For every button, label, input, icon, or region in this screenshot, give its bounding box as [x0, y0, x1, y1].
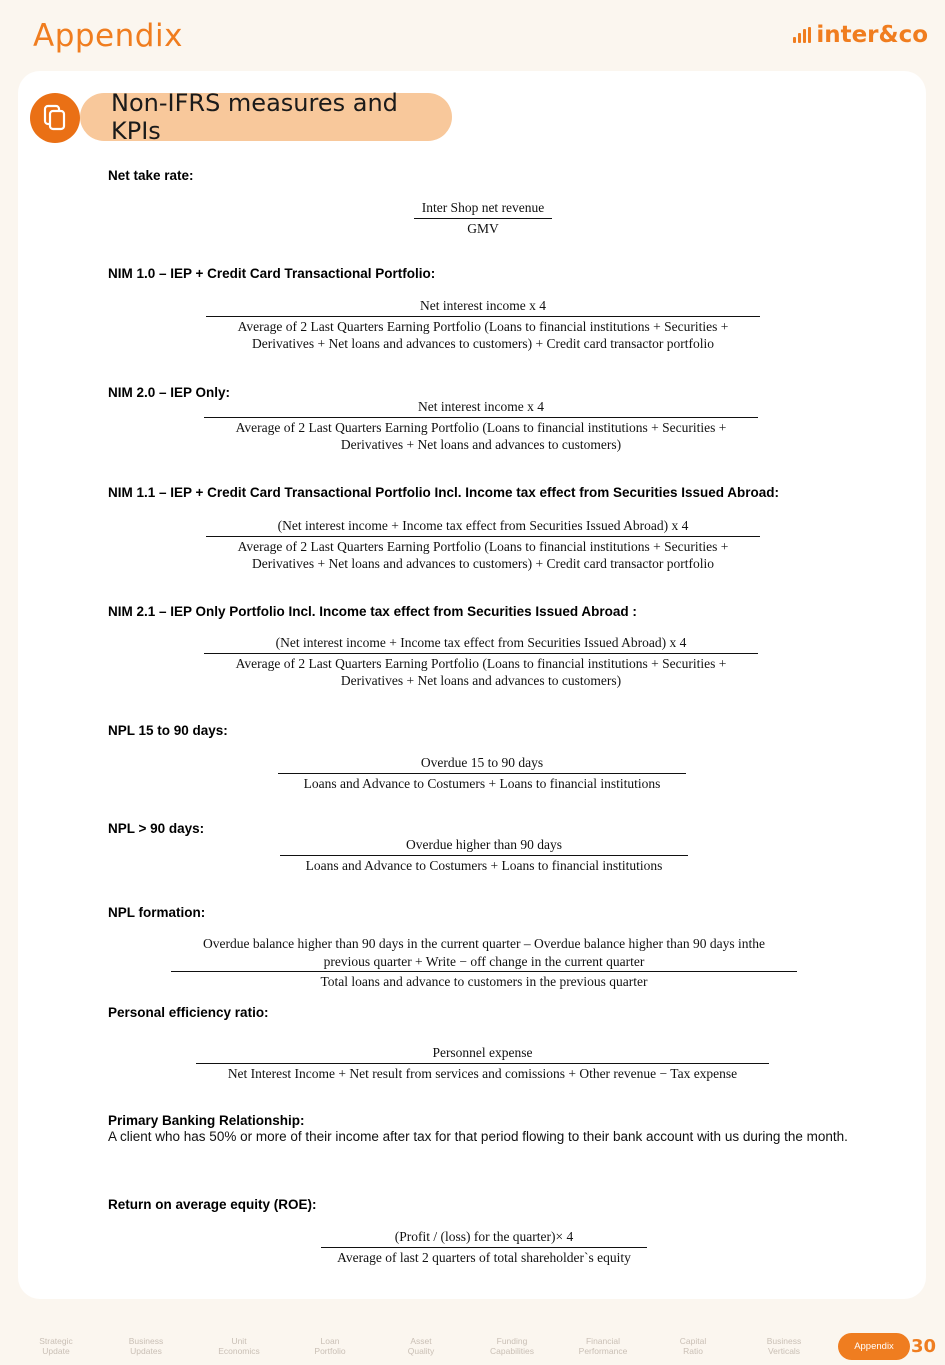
formula-denominator-line1: Average of 2 Last Quarters Earning Portfolio (Loans to financial institutions + Securities +: [235, 655, 727, 671]
nim21-formula: [204, 634, 758, 690]
formula-denominator: GMV: [467, 220, 499, 236]
formula-numerator: Net interest income x 4: [418, 399, 544, 414]
formula-numerator: (Net interest income + Income tax effect from Securities Issued Abroad) x 4: [275, 635, 687, 650]
formula-denominator: Loans and Advance to Costumers + Loans to financial institutions: [305, 857, 663, 873]
nav-funding-capabilities[interactable]: Funding Capabilities: [490, 1336, 534, 1356]
nim20-formula: [204, 398, 758, 454]
nav-capital-ratio[interactable]: Capital Ratio: [679, 1336, 707, 1356]
formula-denominator-line1: Average of 2 Last Quarters Earning Portfolio (Loans to financial institutions + Securities +: [235, 419, 727, 435]
page-number: 30: [911, 1336, 937, 1357]
nim11-heading: NIM 1.1 – IEP + Credit Card Transactional Portfolio Incl. Income tax effect from Securities Issued Abroad:: [108, 485, 780, 500]
nim20-heading: NIM 2.0 – IEP Only:: [108, 385, 231, 400]
formula-denominator-line2: Derivatives + Net loans and advances to customers): [340, 673, 622, 689]
npl-15-90-heading: NPL 15 to 90 days:: [108, 723, 228, 738]
net-take-rate-heading: Net take rate:: [108, 168, 194, 183]
logo-mark-icon: [793, 27, 813, 43]
npl-90-heading: NPL > 90 days:: [108, 821, 205, 836]
efficiency-ratio-heading: Personal efficiency ratio:: [108, 1005, 269, 1020]
nim10-formula: [206, 297, 760, 353]
formula-denominator-line2: Derivatives + Net loans and advances to customers) + Credit card transactor portfolio: [251, 556, 715, 572]
page-title: Appendix: [33, 18, 183, 54]
formula-denominator-line1: Average of 2 Last Quarters Earning Portfolio (Loans to financial institutions + Securities +: [237, 538, 729, 554]
formula-denominator-line1: Average of 2 Last Quarters Earning Portfolio (Loans to financial institutions + Securities +: [237, 318, 729, 334]
copy-icon: [30, 93, 80, 143]
pbr-heading: Primary Banking Relationship:: [108, 1113, 305, 1128]
formula-numerator: (Net interest income + Income tax effect from Securities Issued Abroad) x 4: [277, 518, 689, 533]
formula-denominator-line2: Derivatives + Net loans and advances to customers): [340, 437, 622, 453]
formula-numerator: Overdue higher than 90 days: [406, 837, 562, 852]
formula-denominator-line2: Derivatives + Net loans and advances to customers) + Credit card transactor portfolio: [251, 336, 715, 352]
formula-numerator: Overdue 15 to 90 days: [420, 755, 544, 770]
formula-numerator: Inter Shop net revenue: [421, 200, 545, 215]
formula-numerator-line1: Overdue balance higher than 90 days in the current quarter – Overdue balance higher than 90 days inthe: [203, 936, 765, 951]
nav-appendix[interactable]: Appendix: [838, 1333, 910, 1360]
brand-logo: [793, 22, 928, 48]
logo-text: inter&co: [816, 22, 928, 48]
nav-business-updates[interactable]: Business Updates: [128, 1336, 164, 1356]
nim11-formula: [206, 517, 760, 573]
section-title: Non-IFRS measures and KPIs: [80, 93, 452, 141]
npl-15-90-formula: [278, 754, 686, 792]
formula-numerator: (Profit / (loss) for the quarter)× 4: [394, 1229, 574, 1244]
formula-denominator: Average of last 2 quarters of total shareholder`s equity: [337, 1249, 631, 1265]
formula-denominator: Total loans and advance to customers in the previous quarter: [320, 974, 648, 990]
formula-denominator: Loans and Advance to Costumers + Loans to financial institutions: [303, 775, 661, 791]
nim10-heading: NIM 1.0 – IEP + Credit Card Transactional Portfolio:: [108, 266, 436, 281]
nav-business-verticals[interactable]: Business Verticals: [766, 1336, 802, 1356]
nav-strategic-update[interactable]: Strategic Update: [39, 1336, 73, 1356]
formula-denominator: Net Interest Income + Net result from services and comissions + Other revenue − Tax expense: [227, 1065, 738, 1081]
net-take-rate-formula: [414, 199, 552, 237]
efficiency-ratio-formula: [196, 1044, 769, 1082]
formula-numerator-line2: previous quarter + Write − off change in the current quarter: [323, 953, 645, 969]
formula-numerator: Personnel expense: [432, 1045, 533, 1060]
nav-unit-economics[interactable]: Unit Economics: [218, 1336, 260, 1356]
nav-loan-portfolio[interactable]: Loan Portfolio: [314, 1336, 346, 1356]
formula-numerator: Net interest income x 4: [420, 298, 546, 313]
nav-asset-quality[interactable]: Asset Quality: [407, 1336, 435, 1356]
npl-formation-heading: NPL formation:: [108, 905, 206, 920]
roe-formula: [321, 1228, 647, 1266]
roe-heading: Return on average equity (ROE):: [108, 1197, 317, 1212]
nav-financial-performance[interactable]: Financial Performance: [578, 1336, 628, 1356]
nim21-heading: NIM 2.1 – IEP Only Portfolio Incl. Income tax effect from Securities Issued Abroad :: [108, 604, 637, 619]
pbr-description: A client who has 50% or more of their income after tax for that period flowing to their bank account with us during the month.: [108, 1129, 848, 1144]
npl-90-formula: [280, 836, 688, 874]
npl-formation-formula: [171, 935, 797, 991]
